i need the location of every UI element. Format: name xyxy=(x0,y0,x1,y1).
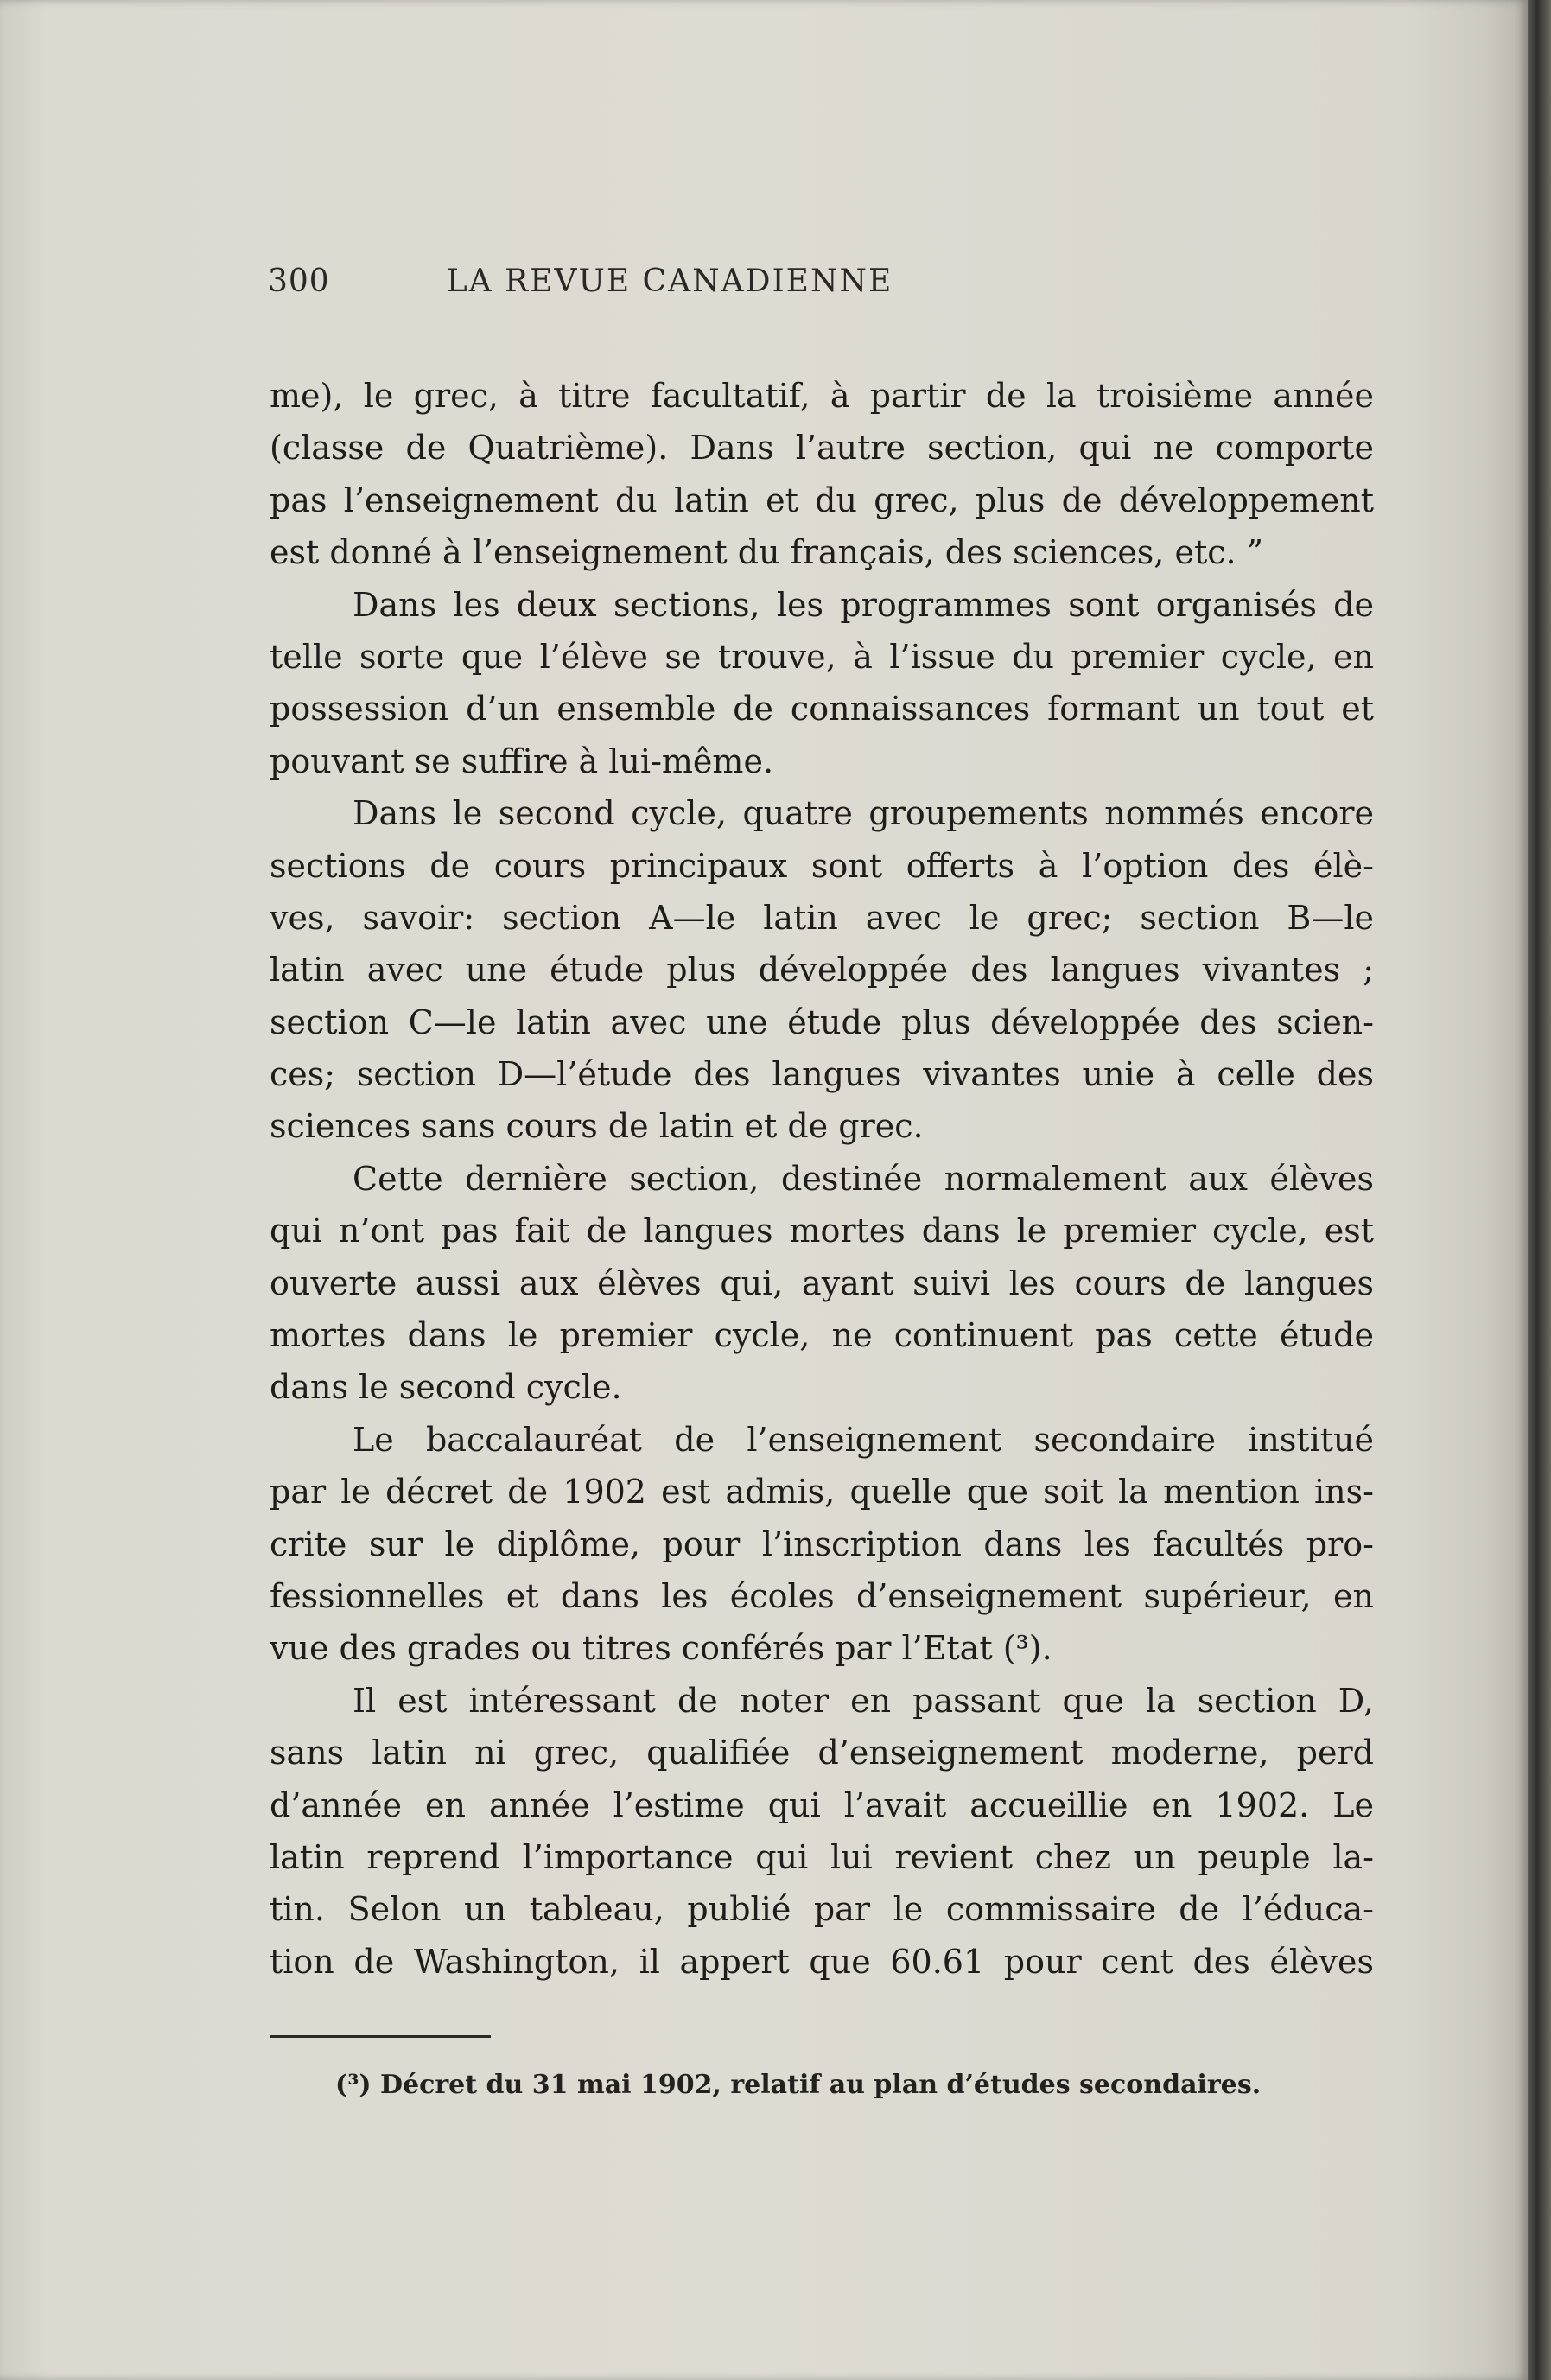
footnote-text: Décret du 31 mai 1902, relatif au plan d’études secondaires. xyxy=(379,2070,1262,2100)
text-line: latin reprend l’importance qui lui revient chez un peuple la- xyxy=(270,1837,1374,1876)
text-line: ouverte aussi aux élèves qui, ayant suivi les cours de langues xyxy=(270,1263,1374,1302)
text-line: tin. Selon un tableau, publié par le commissaire de l’éduca- xyxy=(270,1890,1374,1929)
text-line: sciences sans cours de latin et de grec. xyxy=(270,1107,924,1146)
text-line: Il est intéressant de noter en passant que la section D, xyxy=(353,1681,1374,1720)
text-line: sans latin ni grec, qualifiée d’enseignement moderne, perd xyxy=(270,1734,1374,1772)
text-line: est donné à l’enseignement du français, des sciences, etc. ” xyxy=(270,533,1264,572)
footnote-rule xyxy=(270,2035,491,2038)
running-head: LA REVUE CANADIENNE xyxy=(446,264,893,299)
text-line: fessionnelles et dans les écoles d’enseignement supérieur, en xyxy=(270,1576,1374,1615)
text-line: dans le second cycle. xyxy=(270,1368,622,1407)
text-line: d’année en année l’estime qui l’avait accueillie en 1902. Le xyxy=(270,1785,1374,1824)
text-line: ves, savoir: section A—le latin avec le grec; section B—le xyxy=(270,898,1374,937)
page-edge-shadow xyxy=(1528,0,1551,2380)
footnote-marker: (³) xyxy=(335,2070,372,2100)
text-line: me), le grec, à titre facultatif, à partir de la troisième année xyxy=(270,377,1374,415)
text-line: pouvant se suffire à lui-même. xyxy=(270,741,774,780)
text-line: crite sur le diplôme, pour l’inscription dans les facultés pro- xyxy=(270,1524,1374,1563)
text-line: telle sorte que l’élève se trouve, à l’issue du premier cycle, en xyxy=(270,637,1374,676)
text-line: sections de cours principaux sont offerts à l’option des élè- xyxy=(270,846,1374,885)
text-line: mortes dans le premier cycle, ne continuent pas cette étude xyxy=(270,1316,1374,1355)
body-text xyxy=(270,370,1374,1988)
text-line: vue des grades ou titres conférés par l’Etat (³). xyxy=(270,1629,1052,1668)
text-line: possession d’un ensemble de connaissances formant un tout et xyxy=(270,690,1374,729)
page-header xyxy=(268,264,1071,302)
text-line: (classe de Quatrième). Dans l’autre section, qui ne comporte xyxy=(270,429,1374,468)
text-line: Dans les deux sections, les programmes sont organisés de xyxy=(353,585,1374,624)
text-line: Dans le second cycle, quatre groupements nommés encore xyxy=(353,794,1374,833)
text-line: tion de Washington, il appert que 60.61 pour cent des élèves xyxy=(270,1942,1374,1981)
page-number: 300 xyxy=(268,264,330,299)
text-line: ces; section D—l’étude des langues vivantes unie à celle des xyxy=(270,1055,1374,1094)
text-line: section C—le latin avec une étude plus développée des scien- xyxy=(270,1002,1374,1041)
text-line: latin avec une étude plus développée des langues vivantes ; xyxy=(270,951,1374,990)
text-line: Cette dernière section, destinée normalement aux élèves xyxy=(353,1159,1374,1198)
text-line: pas l’enseignement du latin et du grec, plus de développement xyxy=(270,480,1374,519)
text-line: par le décret de 1902 est admis, quelle que soit la mention ins- xyxy=(270,1473,1374,1511)
text-line: Le baccalauréat de l’enseignement secondaire institué xyxy=(353,1420,1374,1459)
text-line: qui n’ont pas fait de langues mortes dans le premier cycle, est xyxy=(270,1212,1374,1250)
footnote xyxy=(335,2070,1329,2100)
